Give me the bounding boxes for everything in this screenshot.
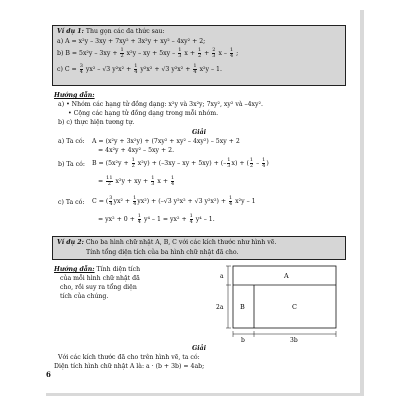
example1-c-end: x²y – 1. xyxy=(199,66,222,73)
fraction: $\frac{1}{4}$ xyxy=(170,175,175,187)
fraction: $\frac{1}{4}$ xyxy=(193,63,197,75)
solution1-b-l2b: x²y + xy + xyxy=(115,178,149,185)
solution1-a-line1: A = (x²y + 3x²y) + (7xy² + xy² – 4xy²) – 5xy + 2 xyxy=(92,138,240,145)
guide1-title: Hướng dẫn: xyxy=(54,92,95,99)
example1-b-pre: b) B = 5x²y – 3xy + xyxy=(57,50,118,57)
solution1-c-l1c: x²y – 1 xyxy=(235,198,256,205)
example1-b-end3: x – xyxy=(218,50,228,57)
solution1-title: Giải xyxy=(192,129,206,136)
solution1-b-label: b) Ta có: xyxy=(58,161,85,168)
solution1-c-l2a: = yx² + 0 + xyxy=(98,216,135,223)
solution1-c-label: c) Ta có: xyxy=(58,199,85,206)
example1-b-end4: ; xyxy=(236,50,239,57)
figure-dim-3b: 3b xyxy=(290,337,298,344)
example2-line2: Tính tổng diện tích của ba hình chữ nhật đã cho. xyxy=(86,249,239,256)
example2-title: Ví dụ 2: xyxy=(57,239,84,246)
solution1-b-l2c: x + xyxy=(157,178,169,185)
solution2-line1: Với các kích thước đã cho trên hình vẽ, ta có: xyxy=(58,354,200,361)
solution1-c-l1a: C = xyxy=(92,198,104,205)
guide1-a2: • Cộng các hạng tử đồng dạng trong mỗi nhóm. xyxy=(68,110,219,117)
fraction: $\frac{1}{3}$ xyxy=(178,47,182,59)
example1-b-post: x²y – xy + 5xy – xyxy=(126,50,176,57)
guide2-l1: Tính diện tích xyxy=(96,266,141,273)
guide2-line3: cho, rồi suy ra tổng diện xyxy=(60,284,137,291)
fraction: $\frac{1}{4}$ xyxy=(229,47,234,59)
example1-b-end2: + xyxy=(204,50,210,57)
guide1-b: b) c) thực hiện tương tự. xyxy=(58,119,135,126)
page-number: 6 xyxy=(46,370,51,379)
solution1-b-l1a: B = (5x²y + xyxy=(92,160,129,167)
solution2-line2: Diện tích hình chữ nhật A là: a · (b + 3b) = 4ab; xyxy=(54,363,205,370)
solution1-b-l2a: = xyxy=(98,178,104,185)
fraction: $\frac{1}{4}$ xyxy=(134,63,138,75)
solution1-c-l2b: y⁴ – 1 = yx² + xyxy=(143,216,187,223)
solution1-c-l1b: + (–√3 y²x² + √3 y²x²) + xyxy=(151,198,227,205)
example1-a: a) A = x²y – 3xy + 7xy² + 3x²y + xy² – 4xy² + 2; xyxy=(57,38,206,45)
fraction: $\frac{1}{4}$ xyxy=(137,213,141,225)
figure-label-B: B xyxy=(240,303,245,311)
example1-b-end: x + xyxy=(184,50,196,57)
solution1-c-l1-group: ( $\frac{3}{4}$ yx² + $\frac{1}{4}$ yx²) xyxy=(105,195,150,207)
fraction: $\frac{1}{4}$ xyxy=(229,195,233,207)
solution2-title: Giải xyxy=(192,345,206,352)
solution1-a-label: a) Ta có: xyxy=(58,138,85,145)
solution1-a-line2: = 4x²y + 4xy² – 5xy + 2. xyxy=(98,147,175,154)
fraction: $\frac{1}{4}$ xyxy=(189,213,193,225)
fraction: $\frac{1}{2}$ xyxy=(131,157,135,169)
solution1-b-l1-tail: (– $\frac{1}{3}$ x) + ( $\frac{1}{2}$ – $\frac{1}{4}$ ) xyxy=(220,157,269,169)
example2-l1: Cho ba hình chữ nhật A, B, C với các kích thước như hình vẽ. xyxy=(85,239,277,246)
example1-c-mid2: y²x² + √3 y²x² + xyxy=(140,66,191,73)
fraction: $\frac{1}{2}$ xyxy=(197,47,202,59)
guide2-line2: của mỗi hình chữ nhật đã xyxy=(60,275,140,282)
figure-dim-a: a xyxy=(220,273,224,280)
figure-label-C: C xyxy=(292,303,297,311)
guide2-title: Hướng dẫn: xyxy=(54,266,95,273)
figure-dim-2a: 2a xyxy=(216,304,224,311)
figure-dim-b: b xyxy=(241,337,245,344)
fraction: $\frac{1}{3}$ xyxy=(151,175,155,187)
guide1-a1: a) • Nhóm các hạng tử đồng dạng: x²y và 3x²y; 7xy², xy² và –4xy². xyxy=(58,101,263,108)
example1-prompt: Thu gọn các đa thức sau: xyxy=(85,28,165,35)
example1-c-mid: yx² – √3 y²x² + xyxy=(85,66,132,73)
example1-c-pre: c) C = xyxy=(57,66,77,73)
fraction: $\frac{11}{2}$ xyxy=(106,175,113,187)
guide2-line4: tích của chúng. xyxy=(60,293,109,300)
solution1-c-l2c: y⁴ – 1. xyxy=(195,216,215,223)
fraction: $\frac{2}{3}$ xyxy=(212,47,216,59)
figure-label-A: A xyxy=(284,272,289,280)
fraction: $\frac{3}{4}$ xyxy=(79,63,83,75)
example1-title: Ví dụ 1: xyxy=(57,28,84,35)
solution1-b-l1b: x²y) + (–3xy – xy + 5xy) + xyxy=(137,160,219,167)
fraction: $\frac{1}{2}$ xyxy=(120,47,124,59)
